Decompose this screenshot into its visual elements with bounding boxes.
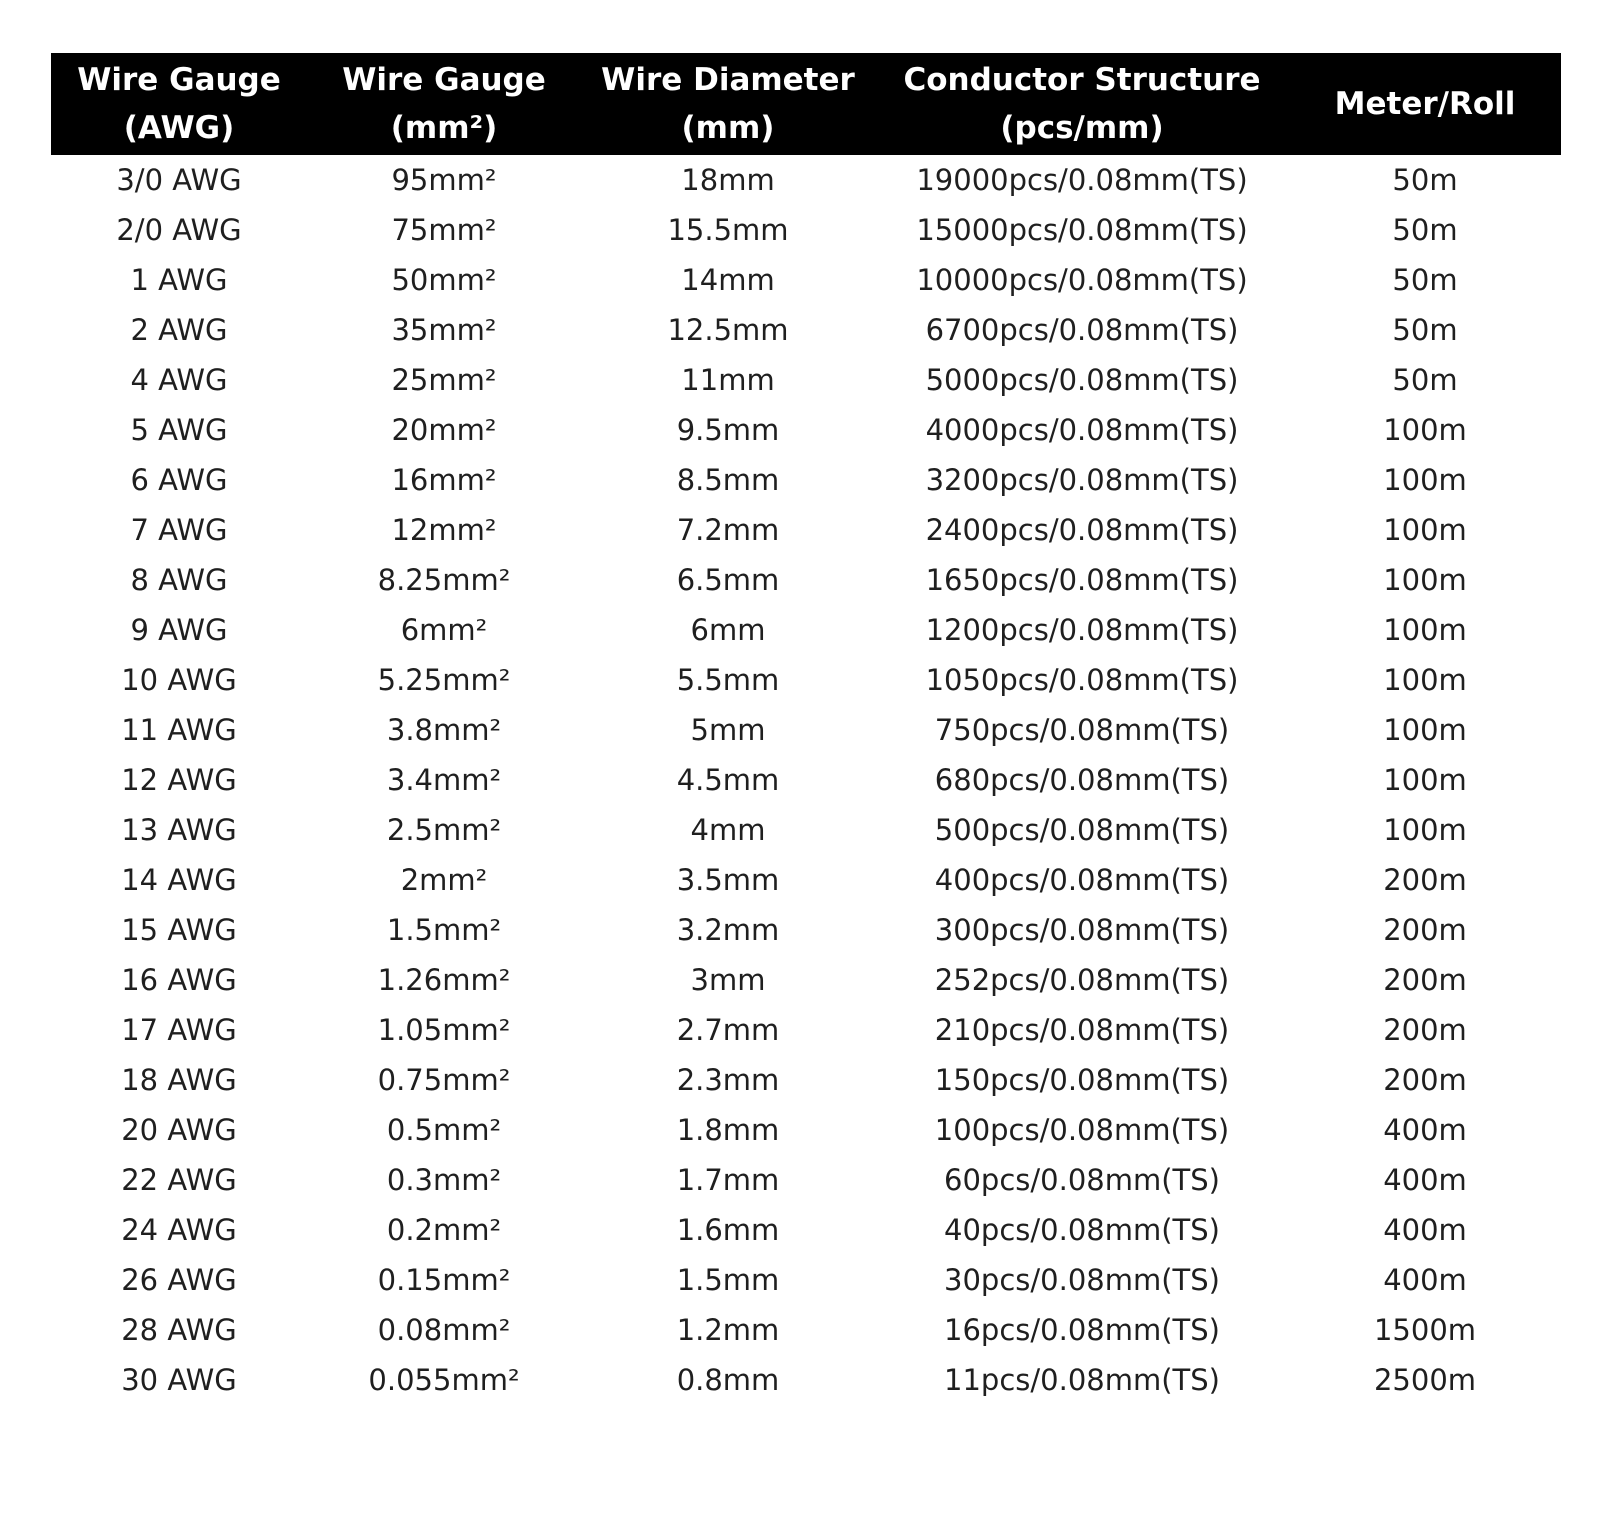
cell-meter-roll: 100m bbox=[1383, 663, 1467, 697]
cell-conductor-structure: 500pcs/0.08mm(TS) bbox=[934, 813, 1230, 847]
cell-diameter: 12.5mm bbox=[667, 313, 789, 347]
table-row bbox=[51, 405, 1561, 455]
cell-conductor-structure: 100pcs/0.08mm(TS) bbox=[934, 1113, 1230, 1147]
cell-gauge-mm2: 6mm² bbox=[400, 613, 488, 647]
cell-meter-roll: 400m bbox=[1383, 1113, 1467, 1147]
cell-gauge-mm2: 35mm² bbox=[391, 313, 497, 347]
cell-diameter: 3.2mm bbox=[676, 913, 780, 947]
table-row bbox=[51, 355, 1561, 405]
cell-diameter: 2.7mm bbox=[676, 1013, 780, 1047]
cell-gauge-awg: 11 AWG bbox=[121, 713, 237, 747]
table-row bbox=[51, 1155, 1561, 1205]
cell-conductor-structure: 300pcs/0.08mm(TS) bbox=[934, 913, 1230, 947]
header-line-2: (AWG) bbox=[123, 110, 235, 146]
cell-gauge-awg: 15 AWG bbox=[121, 913, 237, 947]
header-line-1: Wire Gauge bbox=[77, 62, 281, 98]
table-row bbox=[51, 1055, 1561, 1105]
cell-meter-roll: 100m bbox=[1383, 413, 1467, 447]
table-row bbox=[51, 1105, 1561, 1155]
cell-meter-roll: 400m bbox=[1383, 1213, 1467, 1247]
cell-gauge-awg: 7 AWG bbox=[130, 513, 228, 547]
cell-diameter: 1.5mm bbox=[676, 1263, 780, 1297]
cell-gauge-mm2: 0.3mm² bbox=[386, 1163, 502, 1197]
cell-meter-roll: 50m bbox=[1392, 213, 1458, 247]
cell-gauge-mm2: 3.8mm² bbox=[386, 713, 502, 747]
cell-diameter: 1.2mm bbox=[676, 1313, 780, 1347]
cell-diameter: 5mm bbox=[690, 713, 766, 747]
cell-meter-roll: 50m bbox=[1392, 163, 1458, 197]
cell-diameter: 2.3mm bbox=[676, 1063, 780, 1097]
cell-diameter: 4.5mm bbox=[676, 763, 780, 797]
cell-conductor-structure: 30pcs/0.08mm(TS) bbox=[944, 1263, 1220, 1297]
cell-conductor-structure: 1050pcs/0.08mm(TS) bbox=[925, 663, 1239, 697]
header-row bbox=[51, 53, 1561, 155]
cell-gauge-awg: 28 AWG bbox=[121, 1313, 237, 1347]
cell-gauge-mm2: 16mm² bbox=[391, 463, 497, 497]
cell-conductor-structure: 6700pcs/0.08mm(TS) bbox=[925, 313, 1239, 347]
table-row bbox=[51, 955, 1561, 1005]
cell-gauge-mm2: 95mm² bbox=[391, 163, 497, 197]
cell-gauge-mm2: 5.25mm² bbox=[377, 663, 511, 697]
table-header bbox=[51, 53, 1561, 155]
cell-diameter: 6mm bbox=[690, 613, 766, 647]
cell-conductor-structure: 40pcs/0.08mm(TS) bbox=[944, 1213, 1220, 1247]
cell-gauge-awg: 20 AWG bbox=[121, 1113, 237, 1147]
table-row bbox=[51, 655, 1561, 705]
header-line-2: (mm²) bbox=[390, 110, 498, 146]
cell-conductor-structure: 750pcs/0.08mm(TS) bbox=[934, 713, 1230, 747]
table-row bbox=[51, 905, 1561, 955]
cell-conductor-structure: 11pcs/0.08mm(TS) bbox=[944, 1363, 1220, 1397]
table-row bbox=[51, 705, 1561, 755]
cell-gauge-awg: 18 AWG bbox=[121, 1063, 237, 1097]
cell-meter-roll: 50m bbox=[1392, 363, 1458, 397]
table-row bbox=[51, 1355, 1561, 1405]
cell-gauge-mm2: 75mm² bbox=[391, 213, 497, 247]
cell-gauge-awg: 9 AWG bbox=[130, 613, 228, 647]
cell-diameter: 9.5mm bbox=[676, 413, 780, 447]
header-meter-roll bbox=[1289, 53, 1561, 155]
cell-gauge-mm2: 0.75mm² bbox=[377, 1063, 511, 1097]
cell-conductor-structure: 1650pcs/0.08mm(TS) bbox=[925, 563, 1239, 597]
cell-meter-roll: 200m bbox=[1383, 1063, 1467, 1097]
cell-meter-roll: 100m bbox=[1383, 813, 1467, 847]
cell-diameter: 3.5mm bbox=[676, 863, 780, 897]
cell-gauge-awg: 16 AWG bbox=[121, 963, 237, 997]
table-body bbox=[51, 155, 1561, 1405]
cell-conductor-structure: 210pcs/0.08mm(TS) bbox=[934, 1013, 1230, 1047]
cell-gauge-awg: 8 AWG bbox=[130, 563, 228, 597]
cell-meter-roll: 400m bbox=[1383, 1263, 1467, 1297]
cell-gauge-mm2: 2mm² bbox=[400, 863, 488, 897]
cell-gauge-mm2: 0.5mm² bbox=[386, 1113, 502, 1147]
cell-gauge-mm2: 2.5mm² bbox=[386, 813, 502, 847]
cell-conductor-structure: 252pcs/0.08mm(TS) bbox=[934, 963, 1230, 997]
cell-conductor-structure: 2400pcs/0.08mm(TS) bbox=[925, 513, 1239, 547]
cell-conductor-structure: 3200pcs/0.08mm(TS) bbox=[925, 463, 1239, 497]
table-row bbox=[51, 1305, 1561, 1355]
cell-meter-roll: 1500m bbox=[1373, 1313, 1477, 1347]
table-row bbox=[51, 555, 1561, 605]
cell-meter-roll: 100m bbox=[1383, 763, 1467, 797]
cell-gauge-awg: 22 AWG bbox=[121, 1163, 237, 1197]
header-line-1: Wire Gauge bbox=[342, 62, 546, 98]
wire-spec-table bbox=[51, 53, 1561, 1405]
cell-meter-roll: 400m bbox=[1383, 1163, 1467, 1197]
cell-diameter: 4mm bbox=[690, 813, 766, 847]
cell-diameter: 7.2mm bbox=[676, 513, 780, 547]
cell-gauge-mm2: 12mm² bbox=[391, 513, 497, 547]
header-line-2: (mm) bbox=[681, 110, 775, 146]
cell-meter-roll: 200m bbox=[1383, 1013, 1467, 1047]
cell-gauge-awg: 2 AWG bbox=[130, 313, 228, 347]
cell-gauge-awg: 14 AWG bbox=[121, 863, 237, 897]
cell-gauge-mm2: 50mm² bbox=[391, 263, 497, 297]
cell-gauge-mm2: 8.25mm² bbox=[377, 563, 511, 597]
cell-conductor-structure: 16pcs/0.08mm(TS) bbox=[944, 1313, 1220, 1347]
cell-gauge-awg: 3/0 AWG bbox=[116, 163, 242, 197]
cell-gauge-awg: 1 AWG bbox=[130, 263, 228, 297]
cell-gauge-mm2: 0.08mm² bbox=[377, 1313, 511, 1347]
cell-diameter: 1.8mm bbox=[676, 1113, 780, 1147]
table-row bbox=[51, 1255, 1561, 1305]
table-row bbox=[51, 1005, 1561, 1055]
cell-diameter: 6.5mm bbox=[676, 563, 780, 597]
cell-meter-roll: 200m bbox=[1383, 913, 1467, 947]
cell-gauge-mm2: 1.26mm² bbox=[377, 963, 511, 997]
cell-conductor-structure: 150pcs/0.08mm(TS) bbox=[934, 1063, 1230, 1097]
table-row bbox=[51, 605, 1561, 655]
header-wire-gauge-awg bbox=[51, 53, 307, 155]
header-line-2: (pcs/mm) bbox=[1000, 110, 1164, 146]
cell-diameter: 5.5mm bbox=[676, 663, 780, 697]
cell-conductor-structure: 5000pcs/0.08mm(TS) bbox=[925, 363, 1239, 397]
cell-diameter: 18mm bbox=[681, 163, 775, 197]
cell-meter-roll: 100m bbox=[1383, 713, 1467, 747]
cell-diameter: 1.7mm bbox=[676, 1163, 780, 1197]
cell-gauge-mm2: 1.5mm² bbox=[386, 913, 502, 947]
header-conductor-structure bbox=[875, 53, 1289, 155]
cell-meter-roll: 200m bbox=[1383, 863, 1467, 897]
cell-conductor-structure: 19000pcs/0.08mm(TS) bbox=[916, 163, 1248, 197]
table-row bbox=[51, 305, 1561, 355]
cell-meter-roll: 100m bbox=[1383, 563, 1467, 597]
table-row bbox=[51, 1205, 1561, 1255]
cell-diameter: 11mm bbox=[681, 363, 775, 397]
header-line-1: Wire Diameter bbox=[601, 62, 855, 98]
cell-diameter: 0.8mm bbox=[676, 1363, 780, 1397]
cell-conductor-structure: 4000pcs/0.08mm(TS) bbox=[925, 413, 1239, 447]
table-row bbox=[51, 505, 1561, 555]
table-row bbox=[51, 205, 1561, 255]
cell-gauge-awg: 17 AWG bbox=[121, 1013, 237, 1047]
table-row bbox=[51, 855, 1561, 905]
cell-gauge-awg: 26 AWG bbox=[121, 1263, 237, 1297]
cell-gauge-awg: 5 AWG bbox=[130, 413, 228, 447]
cell-meter-roll: 100m bbox=[1383, 613, 1467, 647]
cell-meter-roll: 200m bbox=[1383, 963, 1467, 997]
cell-diameter: 8.5mm bbox=[676, 463, 780, 497]
table-row bbox=[51, 805, 1561, 855]
cell-gauge-awg: 6 AWG bbox=[130, 463, 228, 497]
table-row bbox=[51, 255, 1561, 305]
table-row bbox=[51, 755, 1561, 805]
header-line-1: Conductor Structure bbox=[903, 62, 1261, 98]
cell-meter-roll: 50m bbox=[1392, 263, 1458, 297]
cell-gauge-mm2: 0.15mm² bbox=[377, 1263, 511, 1297]
table-row bbox=[51, 155, 1561, 205]
cell-gauge-awg: 2/0 AWG bbox=[116, 213, 242, 247]
header-wire-diameter bbox=[581, 53, 875, 155]
cell-gauge-awg: 4 AWG bbox=[130, 363, 228, 397]
cell-meter-roll: 100m bbox=[1383, 463, 1467, 497]
cell-gauge-mm2: 3.4mm² bbox=[386, 763, 502, 797]
cell-conductor-structure: 680pcs/0.08mm(TS) bbox=[934, 763, 1230, 797]
cell-diameter: 15.5mm bbox=[667, 213, 789, 247]
cell-gauge-mm2: 0.055mm² bbox=[368, 1363, 520, 1397]
cell-gauge-mm2: 20mm² bbox=[391, 413, 497, 447]
header-wire-gauge-mm2 bbox=[307, 53, 581, 155]
cell-conductor-structure: 10000pcs/0.08mm(TS) bbox=[916, 263, 1248, 297]
cell-meter-roll: 2500m bbox=[1373, 1363, 1477, 1397]
cell-gauge-awg: 24 AWG bbox=[121, 1213, 237, 1247]
cell-gauge-awg: 10 AWG bbox=[121, 663, 237, 697]
cell-conductor-structure: 400pcs/0.08mm(TS) bbox=[934, 863, 1230, 897]
cell-diameter: 3mm bbox=[690, 963, 766, 997]
cell-diameter: 1.6mm bbox=[676, 1213, 780, 1247]
cell-gauge-mm2: 1.05mm² bbox=[377, 1013, 511, 1047]
cell-gauge-awg: 30 AWG bbox=[121, 1363, 237, 1397]
cell-meter-roll: 100m bbox=[1383, 513, 1467, 547]
cell-conductor-structure: 15000pcs/0.08mm(TS) bbox=[916, 213, 1248, 247]
table-row bbox=[51, 455, 1561, 505]
cell-gauge-awg: 12 AWG bbox=[121, 763, 237, 797]
cell-conductor-structure: 1200pcs/0.08mm(TS) bbox=[925, 613, 1239, 647]
header-line-1: Meter/Roll bbox=[1334, 86, 1516, 122]
cell-conductor-structure: 60pcs/0.08mm(TS) bbox=[944, 1163, 1220, 1197]
cell-gauge-awg: 13 AWG bbox=[121, 813, 237, 847]
cell-gauge-mm2: 25mm² bbox=[391, 363, 497, 397]
cell-diameter: 14mm bbox=[681, 263, 775, 297]
cell-meter-roll: 50m bbox=[1392, 313, 1458, 347]
cell-gauge-mm2: 0.2mm² bbox=[386, 1213, 502, 1247]
